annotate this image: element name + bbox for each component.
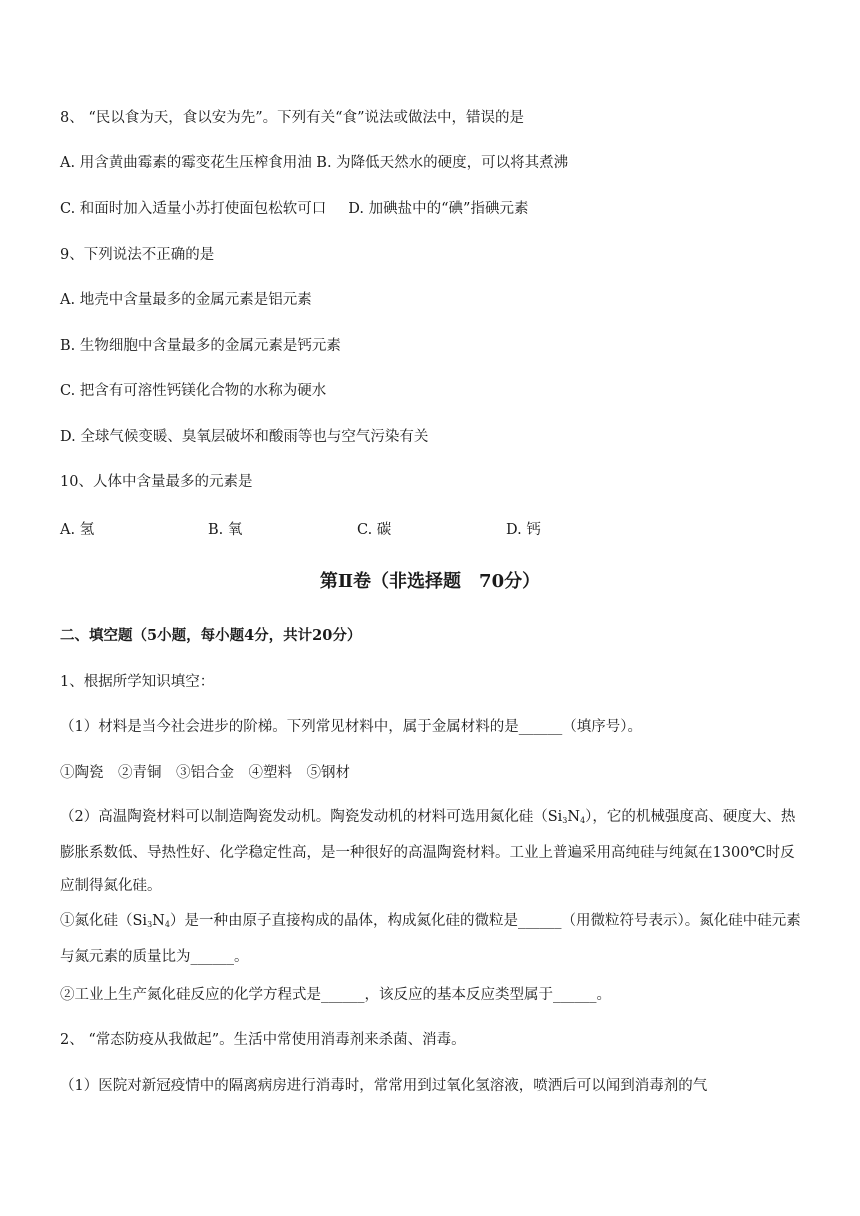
question-10-option-c: C. 碳 — [357, 522, 392, 538]
question-10-stem: 10、人体中含量最多的元素是 — [60, 474, 253, 490]
question-8-options-row-2 — [60, 199, 528, 219]
question-10-option-d: D. 钙 — [506, 522, 541, 538]
question-9-stem: 9、下列说法不正确的是 — [60, 247, 215, 263]
question-9-option-c: C. 把含有可溶性钙镁化合物的水称为硬水 — [60, 383, 327, 399]
material-options: ①陶瓷 ②青铜 ③铝合金 ④塑料 ⑤钢材 — [60, 765, 350, 781]
fill-question-1-stem: 1、根据所学知识填空： — [60, 674, 215, 690]
question-9-option-a: A. 地壳中含量最多的金属元素是铝元素 — [60, 292, 312, 308]
question-8-stem: 8、 “民以食为天，食以安为先”。下列有关“食”说法或做法中，错误的是 — [60, 110, 524, 126]
fill-question-1-part-1: （1）材料是当今社会进步的阶梯。下列常见材料中，属于金属材料的是______（填序号）。 — [60, 719, 642, 735]
question-8-option-d: D. 加碘盐中的“碘”指碘元素 — [348, 201, 529, 217]
fill-question-1-part-2-sub-2: ②工业上生产氮化硅反应的化学方程式是______，该反应的基本反应类型属于______。 — [60, 987, 611, 1003]
question-9-option-b: B. 生物细胞中含量最多的金属元素是钙元素 — [60, 338, 341, 354]
fill-question-1-part-2: （2）高温陶瓷材料可以制造陶瓷发动机。陶瓷发动机的材料可选用氮化硅$(Si_3N_4)$，它的机械强度高、硬度大、热膨胀系数低、导热性好、化学稳定性高，是一种很好的高温陶瓷材料。工业上普遍采用高纯硅与纯氮在1300℃时反应制得氮化硅。 — [60, 809, 796, 894]
part-2-title: 第Ⅱ卷（非选择题 70分） — [319, 571, 541, 592]
fill-question-2-part-1: （1）医院对新冠疫情中的隔离病房进行消毒时，常常用到过氧化氢溶液，喷洒后可以闻到消毒剂的气 — [60, 1078, 708, 1094]
question-10-option-a: A. 氢 — [60, 522, 95, 538]
question-10-option-b: B. 氧 — [208, 522, 243, 538]
question-8-option-c: C. 和面时加入适量小苏打使面包松软可口 — [60, 201, 327, 217]
fill-question-2-stem: 2、 “常态防疫从我做起”。生活中常使用消毒剂来杀菌、消毒。 — [60, 1032, 466, 1048]
fill-question-1-part-2-sub-1: ①氮化硅$(Si_3N_4)$是一种由原子直接构成的晶体，构成氮化硅的微粒是______（用微粒符号表示）。氮化硅中硅元素与氮元素的质量比为______。 — [60, 913, 801, 965]
question-9-option-d: D. 全球气候变暖、臭氧层破坏和酸雨等也与空气污染有关 — [60, 429, 429, 445]
question-8-options-row-1: A. 用含黄曲霉素的霉变花生压榨食用油 B. 为降低天然水的硬度，可以将其煮沸 — [60, 155, 569, 171]
section-2-header: 二、填空题（5小题，每小题4分，共计20分） — [60, 627, 362, 644]
